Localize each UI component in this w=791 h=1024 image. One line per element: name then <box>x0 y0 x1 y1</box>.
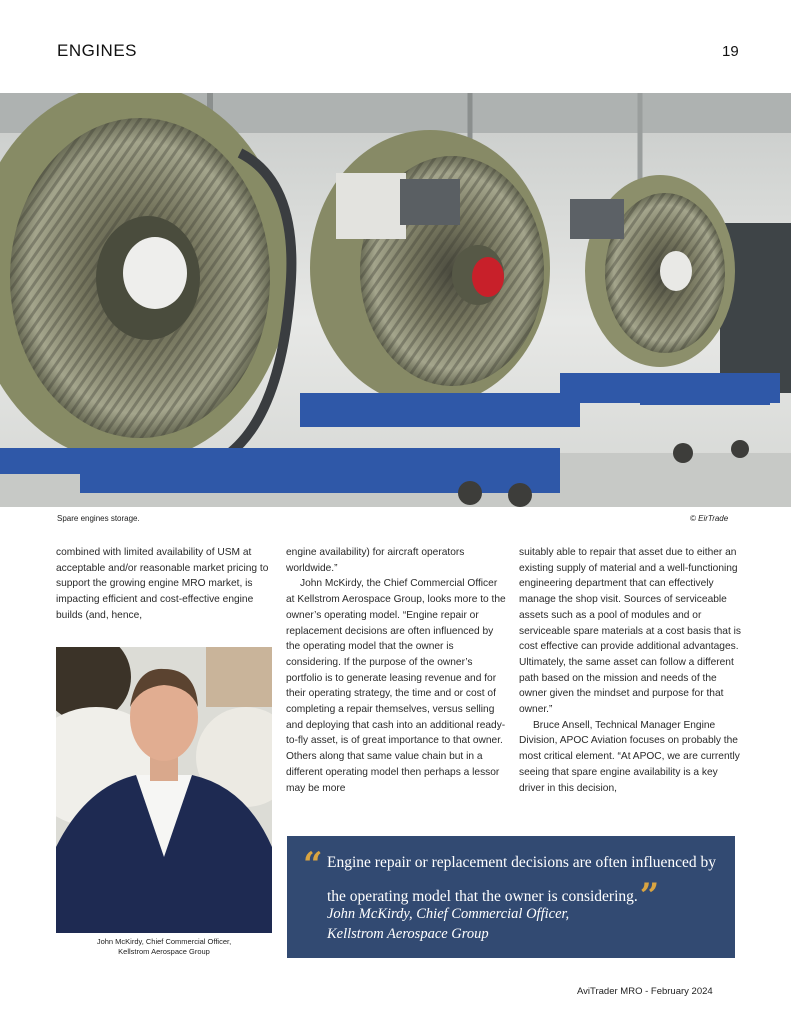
pull-quote <box>287 836 735 958</box>
open-quote-mark: “ <box>303 845 323 885</box>
column-2 <box>286 545 508 796</box>
close-quote-mark: ” <box>639 876 660 916</box>
photo-caption: Spare engines storage. <box>57 514 140 523</box>
column-3 <box>519 545 745 796</box>
paragraph: combined with limited availability of USM at acceptable and/or reasonable market pricing to support the growing engine MRO market, is impacting efficient and cost-effective engine builds (and, hence, <box>56 547 269 621</box>
pull-quote-author-line: John McKirdy, Chief Commercial Officer, <box>327 906 570 922</box>
page-number: 19 <box>722 43 739 60</box>
photo-credit: © EirTrade <box>690 514 729 523</box>
page-footer: AviTrader MRO - February 2024 <box>577 986 713 997</box>
portrait-caption <box>56 937 272 957</box>
paragraph: Bruce Ansell, Technical Manager Engine Division, APOC Aviation focuses on probably the most critical element. “At APOC, we are currently seeing that spare engine availability is a key driver in this decision, <box>519 719 740 794</box>
portrait-caption-line: John McKirdy, Chief Commercial Officer, <box>96 937 232 946</box>
portrait-photo <box>56 647 272 933</box>
engine-2 <box>310 130 550 406</box>
pull-quote-text: Engine repair or replacement decisions are often influenced by the operating model that the owner is considering. <box>327 854 717 905</box>
paragraph: suitably able to repair that asset due to either an existing supply of material and a well-functioning engineering department that can effectively manage the shop visit. Sources of serviceable assets such as a pool of modules and or serviceable spare materials at a cost basis that is cost effective can provide additional advantages. Ultimately, the same asset can follow a different path based on the mission and needs of the owner given the mindset and purpose for that owner.” <box>519 547 741 716</box>
section-title: ENGINES <box>57 41 138 60</box>
pull-quote-author <box>327 904 727 944</box>
engines-photo <box>0 93 791 507</box>
portrait-caption-line: Kellstrom Aerospace Group <box>118 947 210 956</box>
pull-quote-author-line: Kellstrom Aerospace Group <box>327 926 489 942</box>
paragraph: John McKirdy, the Chief Commercial Officer at Kellstrom Aerospace Group, looks more to the owner’s operating model. “Engine repair or replacement decisions are often influenced by the operating model that the owner is considering. If the purpose of the owner’s portfolio is to generate leasing revenue and for their operating strategy, the time and or cost of completing a repair themselves, versus selling and deploying that cash into an additional ready-to-fly asset, is of great importance to that owner. Others along that same value chain but in a different operating model then perhaps a lessor may be more <box>286 578 506 794</box>
paragraph: engine availability) for aircraft operators worldwide.” <box>286 547 465 574</box>
column-1 <box>56 545 272 624</box>
